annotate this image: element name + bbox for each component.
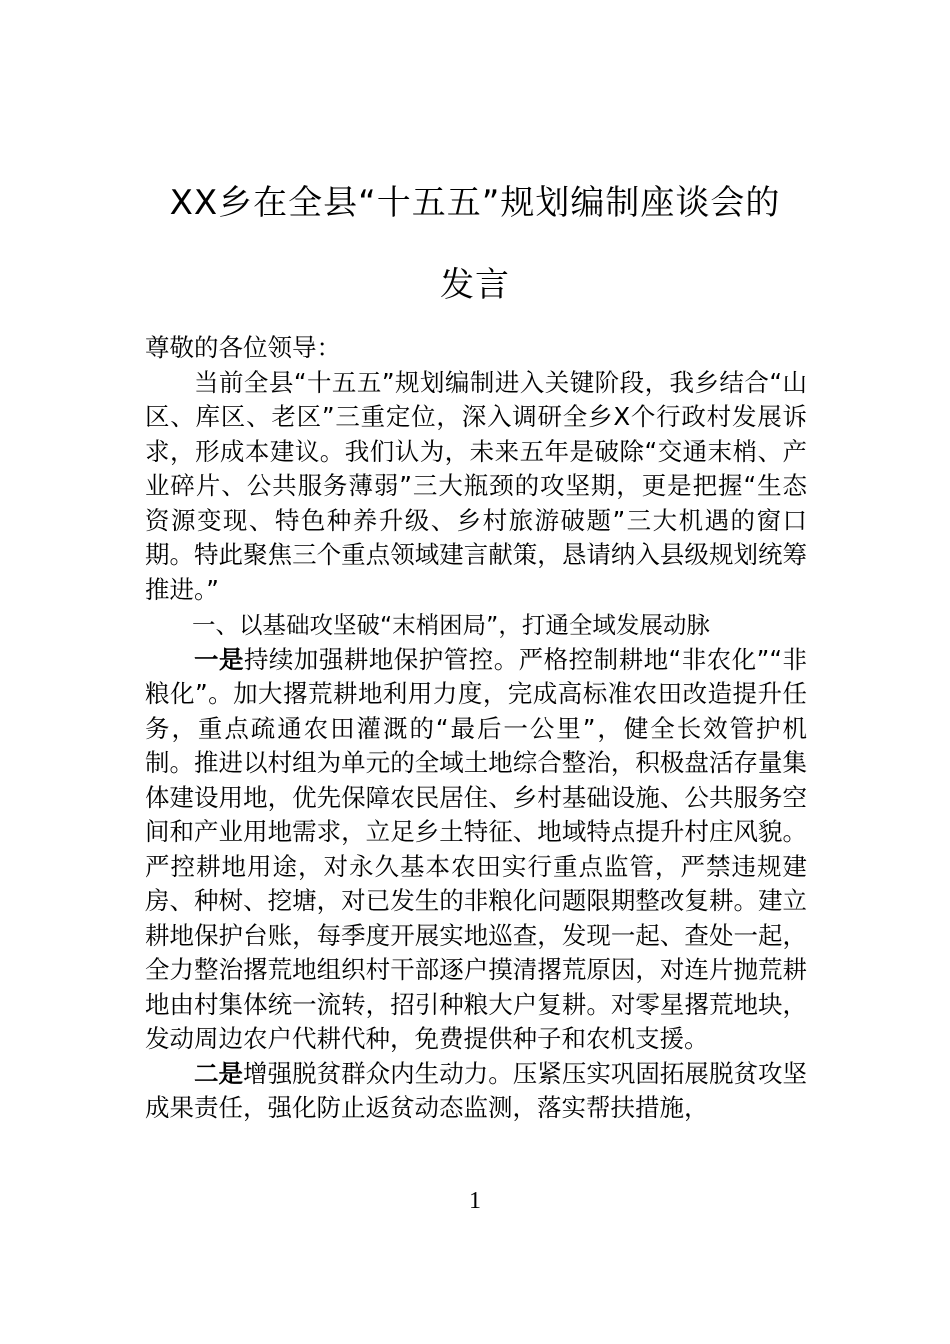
title-line-1: XX乡在全县“十五五”规划编制座谈会的: [169, 183, 781, 223]
intro-paragraph: 当前全县“十五五”规划编制进入关键阶段，我乡结合“山区、库区、老区”三重定位，深入调研全乡X个行政村发展诉求，形成本建议。我们认为，未来五年是破除“交通末梢、产业碎片、公共服务薄弱”三大瓶颈的攻坚期，更是把握“生态资源变现、特色种养升级、乡村旅游破题”三大机遇的窗口期。特此聚焦三个重点领域建言献策，恳请纳入县级规划统筹推进。”: [145, 367, 807, 604]
page-number: 1: [469, 1188, 481, 1214]
point-1-paragraph: [145, 643, 807, 1057]
document-body: [145, 331, 807, 1126]
point-2-paragraph: [145, 1057, 807, 1126]
point-1-text: 持续加强耕地保护管控。严格控制耕地“非农化”“非粮化”。加大撂荒耕地利用力度，完成高标准农田改造提升任务，重点疏通农田灌溉的“最后一公里”，健全长效管护机制。推进以村组为单元的全域土地综合整治，积极盘活存量集体建设用地，优先保障农民居住、乡村基础设施、公共服务空间和产业用地需求，立足乡土特征、地域特点提升村庄风貌。严控耕地用途，对永久基本农田实行重点监管，严禁违规建房、种树、挖塘，对已发生的非粮化问题限期整改复耕。建立耕地保护台账，每季度开展实地巡查，发现一起、查处一起，全力整治撂荒地组织村干部逐户摸清撂荒原因，对连片抛荒耕地由村集体统一流转，招引种粮大户复耕。对零星撂荒地块，发动周边农户代耕代种，免费提供种子和农机支援。: [145, 644, 807, 1053]
point-2-lead: 二是: [194, 1058, 244, 1088]
point-1-lead: 一是: [194, 644, 244, 674]
point-2-text: 增强脱贫群众内生动力。压紧压实巩固拓展脱贫攻坚成果责任，强化防止返贫动态监测，落实帮扶措施，: [145, 1058, 808, 1122]
section-1-heading: 一、以基础攻坚破“末梢困局”，打通全域发展动脉: [192, 611, 710, 639]
title-line-2: 发言: [440, 265, 510, 305]
salutation: 尊敬的各位领导：: [145, 333, 341, 362]
document-title: [145, 162, 805, 326]
